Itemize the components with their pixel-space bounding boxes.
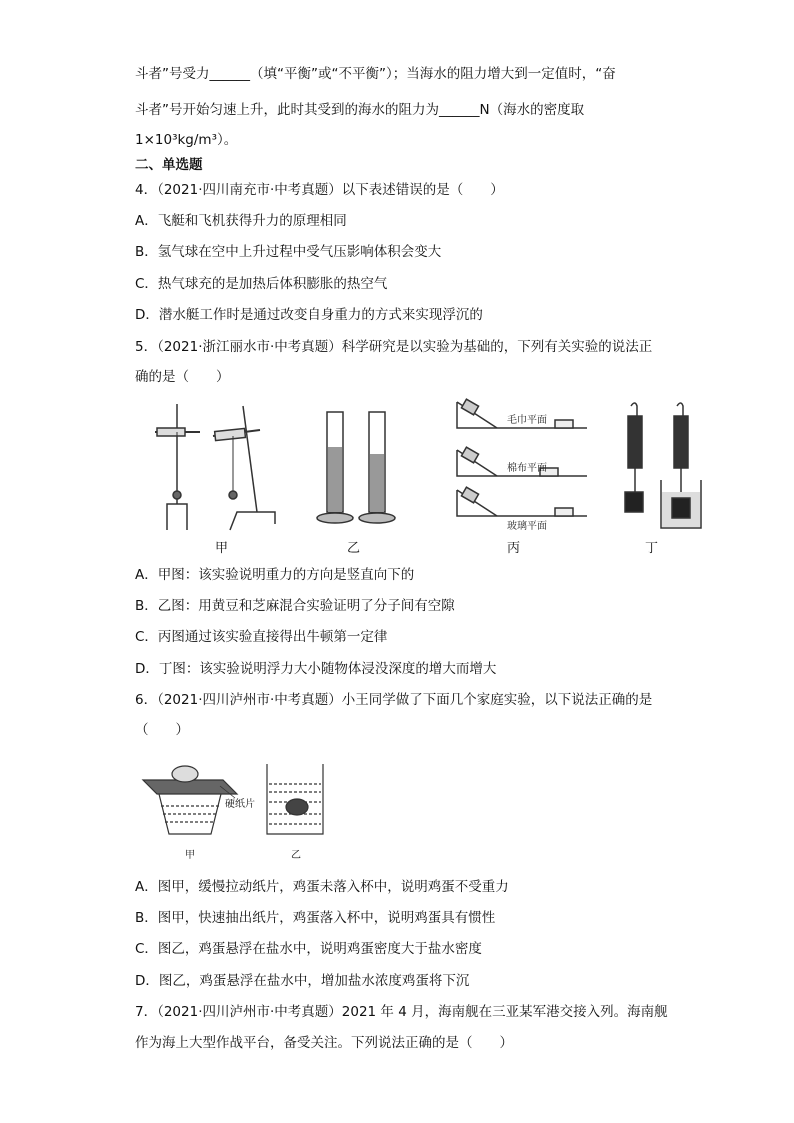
option-4a: A．飞艇和飞机获得升力的原理相同 — [135, 213, 347, 229]
option-6d: D．图乙，鸡蛋悬浮在盐水中，增加盐水浓度鸡蛋将下沉 — [135, 973, 470, 989]
option-4d: D．潜水艇工作时是通过改变自身重力的方式来实现浮沉的 — [135, 307, 483, 323]
option-5a: A．甲图：该实验说明重力的方向是竖直向下的 — [135, 567, 415, 583]
question-5-cont: 确的是（ ） — [135, 369, 230, 385]
figure-q6 — [135, 760, 365, 860]
fig-label-yi: 乙 — [347, 540, 361, 555]
option-6c: C．图乙，鸡蛋悬浮在盐水中，说明鸡蛋密度大于盐水密度 — [135, 941, 482, 957]
figure-q5 — [135, 392, 705, 560]
option-5c: C．丙图通过该实验直接得出牛顿第一定律 — [135, 629, 388, 645]
fig-label-jia: 甲 — [215, 540, 229, 555]
question-6: 6．（2021·四川泸州市·中考真题）小王同学做了下面几个家庭实验，以下说法正确的是 — [135, 692, 653, 708]
question-6-cont: （ ） — [135, 722, 189, 738]
question-7: 7．（2021·四川泸州市·中考真题）2021 年 4 月，海南舰在三亚某军港交接入列。海南舰 — [135, 1004, 668, 1020]
option-4c: C．热气球充的是加热后体积膨胀的热空气 — [135, 276, 388, 292]
question-5: 5．（2021·浙江丽水市·中考真题）科学研究是以实验为基础的，下列有关实验的说法正 — [135, 339, 653, 355]
surface-label-towel: 毛巾平面 — [507, 415, 547, 426]
section-heading: 二、单选题 — [135, 157, 203, 173]
option-6a: A．图甲，缓慢拉动纸片，鸡蛋未落入杯中，说明鸡蛋不受重力 — [135, 879, 509, 895]
surface-label-cotton: 棉布平面 — [507, 463, 547, 474]
fig6-label-jia: 甲 — [185, 850, 195, 860]
fig-label-ding: 丁 — [645, 540, 659, 555]
fig-label-bing: 丙 — [507, 540, 521, 555]
text-line: 1×10³kg/m³）。 — [135, 132, 238, 148]
option-5b: B．乙图：用黄豆和芝麻混合实验证明了分子间有空隙 — [135, 598, 455, 614]
question-4: 4．（2021·四川南充市·中考真题）以下表述错误的是（ ） — [135, 182, 504, 198]
question-7-cont: 作为海上大型作战平台，备受关注。下列说法正确的是（ ） — [135, 1035, 513, 1051]
text-line: 斗者”号受力______（填“平衡”或“不平衡”）；当海水的阻力增大到一定值时，“奋 — [135, 66, 616, 82]
option-4b: B．氢气球在空中上升过程中受气压影响体积会变大 — [135, 244, 442, 260]
text-line: 斗者”号开始匀速上升，此时其受到的海水的阻力为______N（海水的密度取 — [135, 102, 585, 118]
option-5d: D．丁图：该实验说明浮力大小随物体浸没深度的增大而增大 — [135, 661, 497, 677]
fig6-label-yi: 乙 — [291, 850, 301, 860]
paper-label: 硬纸片 — [225, 799, 255, 810]
option-6b: B．图甲，快速抽出纸片，鸡蛋落入杯中，说明鸡蛋具有惯性 — [135, 910, 496, 926]
surface-label-glass: 玻璃平面 — [507, 521, 547, 532]
